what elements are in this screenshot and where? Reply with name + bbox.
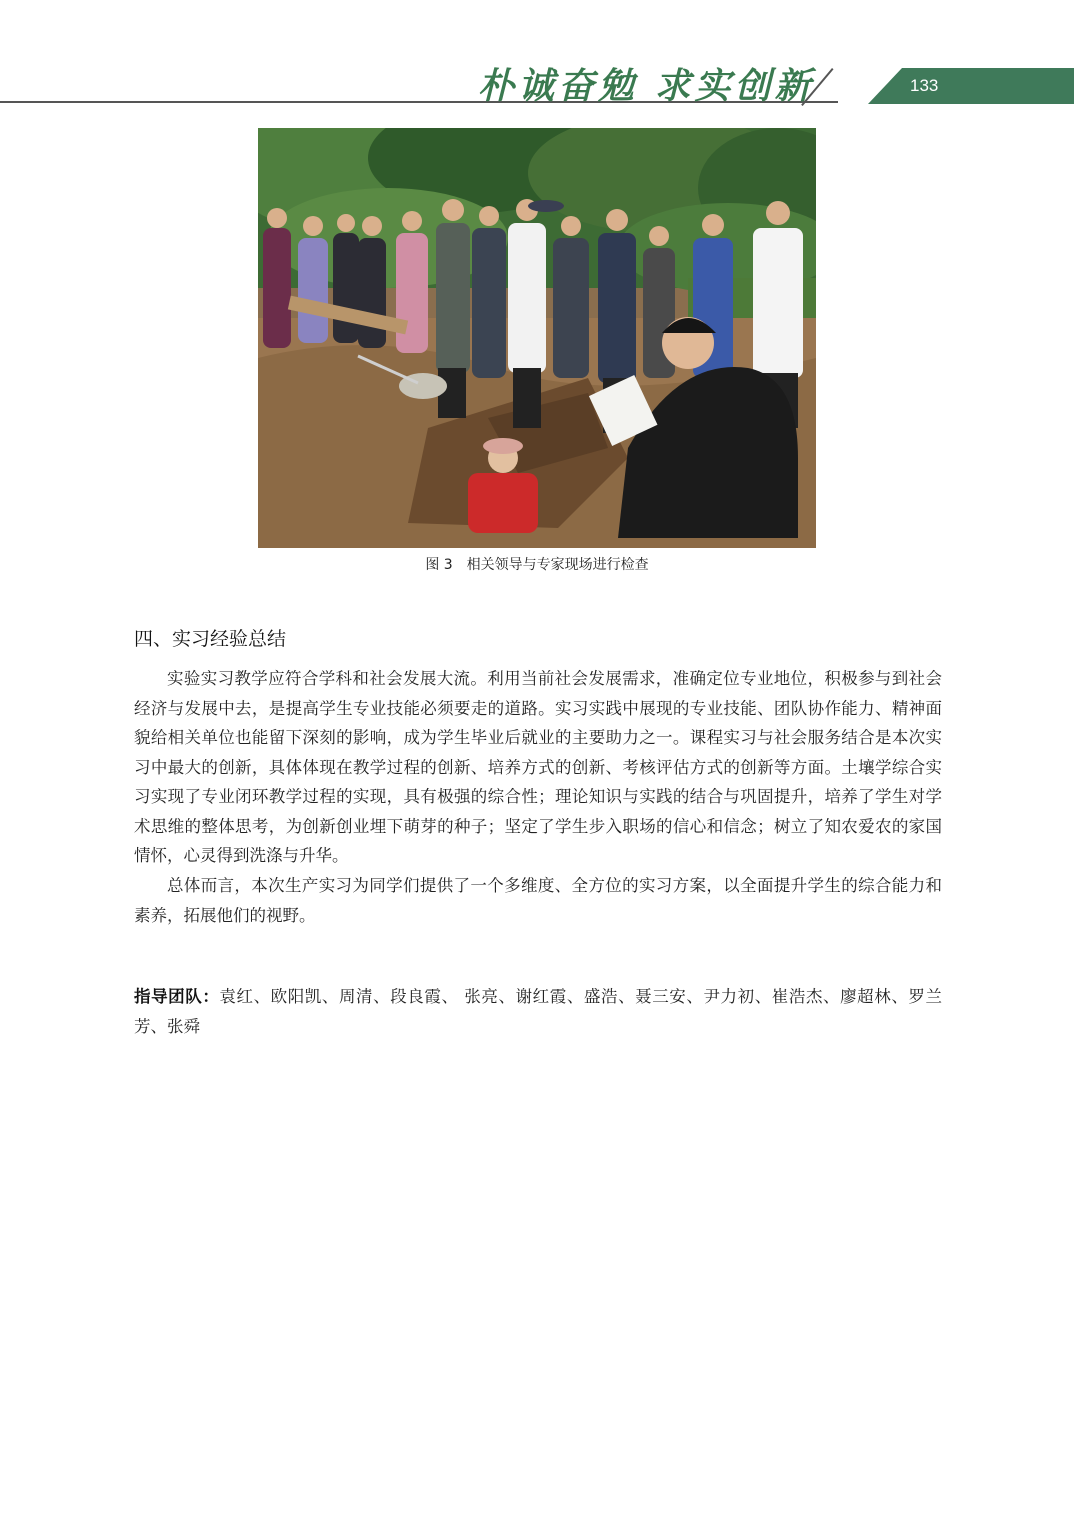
- page-number-tab: [868, 68, 1074, 104]
- advisory-team-members: 袁红、欧阳凯、周清、段良霞、 张亮、谢红霞、盛浩、聂三安、尹力初、崔浩杰、廖超林、罗兰芳、张舜: [134, 987, 943, 1036]
- paragraph: 实验实习教学应符合学科和社会发展大流。利用当前社会发展需求，准确定位专业地位，积极参与到社会经济与发展中去，是提高学生专业技能必须要走的道路。实习实践中展现的专业技能、团队协作能力、精神面貌给相关单位也能留下深刻的影响，成为学生毕业后就业的主要助力之一。课程实习与社会服务结合是本次实习中最大的创新，具体体现在教学过程的创新、培养方式的创新、考核评估方式的创新等方面。土壤学综合实习实现了专业闭环教学过程的实现，具有极强的综合性；理论知识与实践的结合与巩固提升，培养了学生对学术思维的整体思考，为创新创业埋下萌芽的种子；坚定了学生步入职场的信心和信念；树立了知农爱农的家国情怀，心灵得到洗涤与升华。: [134, 669, 942, 865]
- header-motto: 朴诚奋勉 求实创新: [478, 65, 815, 107]
- figure-caption-text: 相关领导与专家现场进行检查: [466, 557, 649, 573]
- page-number: 133: [910, 76, 939, 95]
- advisory-team: [134, 982, 942, 1041]
- field-inspection-photo: [258, 128, 816, 548]
- section-heading: 四、实习经验总结: [134, 628, 287, 650]
- page-header: [0, 0, 1074, 110]
- figure-label: 图 3: [425, 557, 453, 573]
- paragraph: 总体而言，本次生产实习为同学们提供了一个多维度、全方位的实习方案，以全面提升学生的综合能力和素养，拓展他们的视野。: [134, 876, 942, 925]
- advisory-team-label: 指导团队：: [134, 987, 220, 1006]
- figure-caption: [0, 554, 1074, 574]
